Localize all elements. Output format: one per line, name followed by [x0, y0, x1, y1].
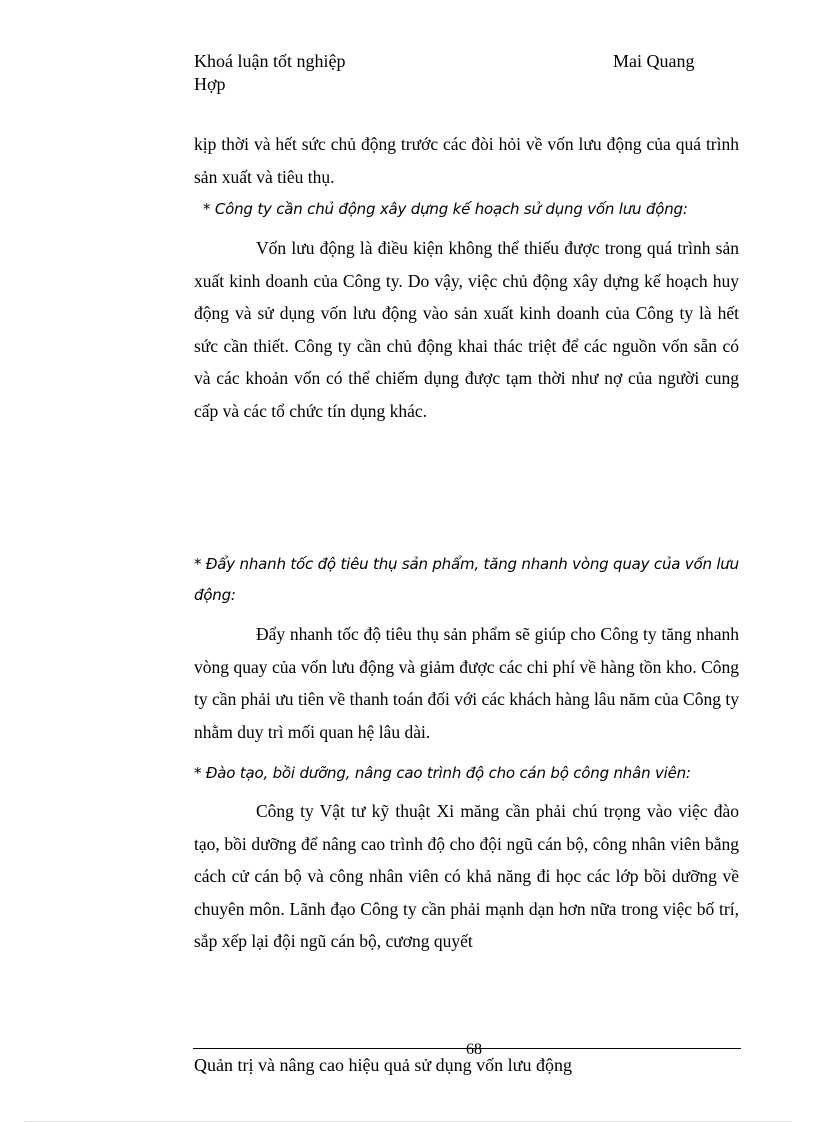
header-title: Khoá luận tốt nghiệp: [194, 51, 346, 71]
section-heading-1: * Công ty cần chủ động xây dựng kế hoạch sử dụng vốn lưu động:: [203, 200, 688, 218]
body-paragraph-2: Đẩy nhanh tốc độ tiêu thụ sản phẩm sẽ giúp cho Công ty tăng nhanh vòng quay của vốn lưu động và giảm được các chi phí về hàng tồn kho. Công ty cần phải ưu tiên về thanh toán đối với các khách hàng lâu năm của Công ty nhằm duy trì mối quan hệ lâu dài.: [194, 624, 739, 742]
page-bottom-edge: [24, 1121, 792, 1122]
body-paragraph-1: Vốn lưu động là điều kiện không thể thiếu được trong quá trình sản xuất kinh doanh của Công ty. Do vậy, việc chủ động xây dựng kế hoạch huy động và sử dụng vốn lưu động vào sản xuất kinh doanh của Công ty là hết sức cần thiết. Công ty cần chủ động khai thác triệt để các nguồn vốn sẵn có và các khoản vốn có thể chiếm dụng được tạm thời như nợ của người cung cấp và các tổ chức tín dụng khác.: [194, 238, 739, 421]
header-author-continuation: Hợp: [194, 74, 226, 94]
header-author: Mai Quang: [613, 51, 695, 71]
body-paragraph-0: kịp thời và hết sức chủ động trước các đòi hỏi về vốn lưu động của quá trình sản xuất và tiêu thụ.: [194, 134, 739, 187]
section-heading-3: * Đào tạo, bồi dưỡng, nâng cao trình độ cho cán bộ công nhân viên:: [194, 764, 691, 782]
section-heading-2: * Đẩy nhanh tốc độ tiêu thụ sản phẩm, tăng nhanh vòng quay của vốn lưu động:: [194, 555, 739, 604]
footer-text: Quản trị và nâng cao hiệu quả sử dụng vốn lưu động: [194, 1055, 572, 1075]
page-number: 68: [466, 1041, 482, 1058]
body-paragraph-3: Công ty Vật tư kỹ thuật Xi măng cần phải chú trọng vào việc đào tạo, bồi dưỡng để nâng cao trình độ cho đội ngũ cán bộ, công nhân viên bằng cách cử cán bộ và công nhân viên có khả năng đi học các lớp bồi dưỡng về chuyên môn. Lãnh đạo Công ty cần phải mạnh dạn hơn nữa trong việc bố trí, sắp xếp lại đội ngũ cán bộ, cương quyết: [194, 801, 739, 952]
